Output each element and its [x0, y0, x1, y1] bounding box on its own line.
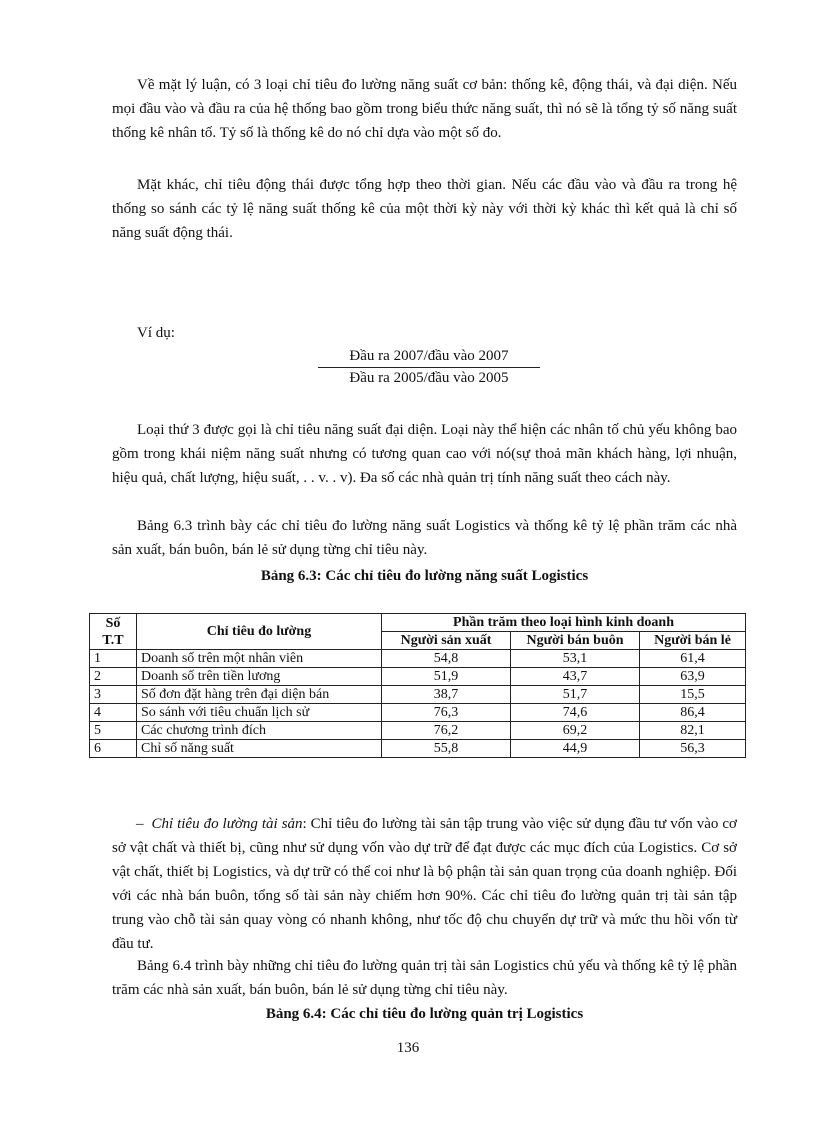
row-no: 1	[90, 650, 137, 668]
header-wholesaler: Người bán buôn	[511, 632, 640, 650]
row-retailer-value: 82,1	[640, 722, 746, 740]
row-indicator: Doanh số trên tiền lương	[137, 668, 382, 686]
row-wholesaler-value: 43,7	[511, 668, 640, 686]
table-6-3-caption: Bảng 6.3: Các chỉ tiêu đo lường năng suất Logistics	[260, 568, 589, 584]
paragraph-asset-indicators	[112, 812, 737, 956]
header-indicator: Chỉ tiêu đo lường	[137, 614, 382, 650]
example-fraction	[318, 347, 540, 387]
row-no: 3	[90, 686, 137, 704]
paragraph-table-intro: Bảng 6.3 trình bày các chỉ tiêu đo lường năng suất Logistics và thống kê tỷ lệ phần trăm các nhà sản xuất, bán buôn, bán lẻ sử dụng từng chỉ tiêu này.	[112, 518, 737, 558]
row-retailer-value: 15,5	[640, 686, 746, 704]
row-manufacturer-value: 54,8	[382, 650, 511, 668]
table-row	[90, 704, 746, 722]
table-row	[90, 686, 746, 704]
row-indicator: Các chương trình đích	[137, 722, 382, 740]
row-indicator: Doanh số trên một nhân viên	[137, 650, 382, 668]
header-no: Số T.T	[90, 614, 137, 650]
row-retailer-value: 63,9	[640, 668, 746, 686]
header-retailer: Người bán lẻ	[640, 632, 746, 650]
row-no: 5	[90, 722, 137, 740]
row-indicator: Số đơn đặt hàng trên đại diện bán	[137, 686, 382, 704]
productivity-table	[89, 613, 746, 758]
row-no: 2	[90, 668, 137, 686]
paragraph-theory: Về mặt lý luận, có 3 loại chỉ tiêu đo lường năng suất cơ bản: thống kê, động thái, và đại diện. Nếu mọi đầu vào và đầu ra của hệ thống bao gồm trong biểu thức năng suất, thì nó sẽ là tổng tỷ số năng suất thống kê nhân tố. Tỷ số là thống kê do nó chỉ dựa vào một số đo.	[112, 77, 737, 141]
fraction-numerator: Đầu ra 2007/đầu vào 2007	[349, 348, 509, 364]
row-wholesaler-value: 69,2	[511, 722, 640, 740]
table-6-4-caption: Bảng 6.4: Các chỉ tiêu đo lường quản trị Logistics	[265, 1006, 584, 1022]
row-manufacturer-value: 76,3	[382, 704, 511, 722]
row-manufacturer-value: 55,8	[382, 740, 511, 758]
table-row	[90, 668, 746, 686]
row-manufacturer-value: 76,2	[382, 722, 511, 740]
row-wholesaler-value: 44,9	[511, 740, 640, 758]
table-row	[90, 740, 746, 758]
paragraph-dynamic: Mặt khác, chỉ tiêu động thái được tổng hợp theo thời gian. Nếu các đầu vào và đầu ra trong hệ thống so sánh các tỷ lệ năng suất thống kê của một thời kỳ này với thời kỳ khác thì kết quả là chỉ số năng suất động thái.	[112, 177, 737, 241]
row-manufacturer-value: 51,9	[382, 668, 511, 686]
asset-indicator-text: : Chỉ tiêu đo lường tài sản tập trung vào việc sử dụng đầu tư vốn vào cơ sở vật chất và thiết bị, cũng như sử dụng vốn vào dự trữ để đạt được các mục đích của Logistics. Cơ sở vật chất, thiết bị Logistics, và dự trữ có thể coi như là bộ phận tài sản quan trọng của doanh nghiệp. Đối với các nhà bán buôn, tổng số tài sản này chiếm hơn 90%. Các chỉ tiêu đo lường quản trị tài sản tập trung vào chỗ tài sản quay vòng có nhanh không, như tốc độ chu chuyển dự trữ và mức thu hồi vốn từ đầu tư.	[112, 816, 737, 952]
bullet-dash: –	[136, 816, 144, 832]
row-retailer-value: 86,4	[640, 704, 746, 722]
row-no: 6	[90, 740, 137, 758]
table-row	[90, 650, 746, 668]
table-row	[90, 722, 746, 740]
page-number: 136	[396, 1040, 420, 1056]
paragraph-representative: Loại thứ 3 được gọi là chỉ tiêu năng suất đại diện. Loại này thể hiện các nhân tố chủ yếu không bao gồm trong khái niệm năng suất nhưng có tương quan cao với nó(sự thoả mãn khách hàng, lợi nhuận, hiệu quả, chất lượng, hiệu suất, . . v. . v). Đa số các nhà quản trị tính năng suất theo cách này.	[112, 422, 737, 486]
fraction-bar	[318, 367, 540, 368]
fraction-denominator: Đầu ra 2005/đầu vào 2005	[349, 370, 509, 386]
row-wholesaler-value: 74,6	[511, 704, 640, 722]
row-wholesaler-value: 53,1	[511, 650, 640, 668]
row-wholesaler-value: 51,7	[511, 686, 640, 704]
row-indicator: So sánh với tiêu chuẩn lịch sử	[137, 704, 382, 722]
row-indicator: Chỉ số năng suất	[137, 740, 382, 758]
row-no: 4	[90, 704, 137, 722]
row-manufacturer-value: 38,7	[382, 686, 511, 704]
row-retailer-value: 61,4	[640, 650, 746, 668]
paragraph-table-6-4-intro: Bảng 6.4 trình bày những chỉ tiêu đo lường quản trị tài sản Logistics chủ yếu và thống kê tỷ lệ phần trăm các nhà sản xuất, bán buôn, bán lẻ sử dụng từng chỉ tiêu này.	[112, 958, 737, 998]
header-business-type: Phần trăm theo loại hình kinh doanh	[382, 614, 746, 632]
header-manufacturer: Người sản xuất	[382, 632, 511, 650]
asset-indicator-term: Chỉ tiêu đo lường tài sản	[151, 816, 303, 832]
example-label: Ví dụ:	[137, 325, 175, 341]
row-retailer-value: 56,3	[640, 740, 746, 758]
